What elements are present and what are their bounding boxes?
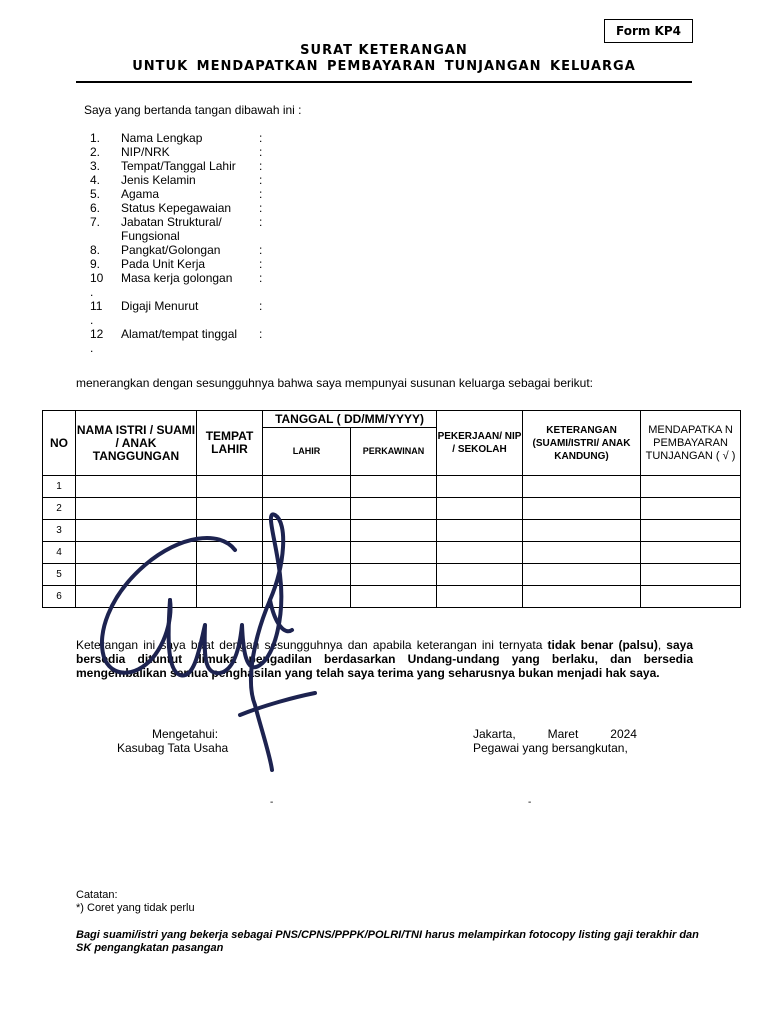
notes-line: *) Coret yang tidak perlu (76, 902, 195, 914)
field-colon: : (259, 187, 263, 201)
header-no: NO (43, 411, 76, 476)
field-number: 4. (90, 173, 101, 187)
row-number: 4 (43, 542, 76, 564)
field-label: Agama (121, 187, 160, 201)
field-number: 11 (90, 299, 103, 313)
kasubag-title: Kasubag Tata Usaha (117, 741, 229, 755)
cell-perkawinan[interactable] (351, 520, 437, 542)
field-label: Alamat/tempat tinggal (121, 327, 238, 341)
cell-mendapatkan[interactable] (641, 520, 741, 542)
acknowledged-label: Mengetahui: (152, 727, 219, 741)
right-signature-blank: - (528, 797, 532, 808)
field-label: Jabatan Struktural/ (121, 215, 222, 229)
left-signature-blank: - (270, 797, 274, 808)
field-label: Nama Lengkap (121, 131, 203, 145)
field-colon: : (259, 215, 263, 229)
cell-mendapatkan[interactable] (641, 476, 741, 498)
handwritten-signature (70, 505, 330, 780)
field-number: 7. (90, 215, 101, 229)
cell-keterangan[interactable] (523, 564, 641, 586)
field-colon: : (259, 299, 263, 313)
cell-pekerjaan[interactable] (437, 498, 523, 520)
cell-keterangan[interactable] (523, 586, 641, 608)
cell-tempat[interactable] (197, 476, 263, 498)
cell-mendapatkan[interactable] (641, 586, 741, 608)
notes-heading: Catatan: (76, 889, 118, 901)
declaration-bold-consequence: saya bersedia dituntut dimuka pengadilan berdasarkan Undang-undang yang berlaku, dan bersedia mengembalikan semua penghasilan yang telah saya terima yang seharusnya bukan menjadi hak saya. (76, 638, 693, 680)
header-tempat-lahir: TEMPAT LAHIR (197, 411, 263, 476)
field-number-dot: . (90, 341, 94, 355)
place-date (473, 727, 637, 741)
cell-keterangan[interactable] (523, 520, 641, 542)
document-subtitle: UNTUK MENDAPATKAN PEMBAYARAN TUNJANGAN KELUARGA (132, 59, 636, 74)
year: 2024 (610, 727, 637, 741)
cell-perkawinan[interactable] (351, 586, 437, 608)
family-statement: menerangkan dengan sesungguhnya bahwa saya mempunyai susunan keluarga sebagai berikut: (76, 376, 594, 390)
intro-text: Saya yang bertanda tangan dibawah ini : (84, 103, 302, 117)
document-title: SURAT KETERANGAN (300, 43, 468, 58)
cell-perkawinan[interactable] (351, 542, 437, 564)
field-number: 1. (90, 131, 101, 145)
declaration-text-separator: , (657, 638, 667, 652)
field-number: 3. (90, 159, 101, 173)
field-label: Pada Unit Kerja (121, 257, 206, 271)
notes-block (76, 889, 195, 915)
field-label: Digaji Menurut (121, 299, 199, 313)
cell-pekerjaan[interactable] (437, 564, 523, 586)
field-colon: : (259, 173, 263, 187)
month: Maret (547, 727, 579, 741)
field-number-dot: . (90, 285, 94, 299)
header-pekerjaan: PEKERJAAN/ NIP / SEKOLAH (437, 411, 523, 476)
employee-title: Pegawai yang bersangkutan, (473, 741, 628, 755)
header-keterangan: KETERANGAN (SUAMI/ISTRI/ ANAK KANDUNG) (523, 411, 641, 476)
cell-keterangan[interactable] (523, 542, 641, 564)
field-label: Masa kerja golongan (121, 271, 233, 285)
field-colon: : (259, 271, 263, 285)
cell-mendapatkan[interactable] (641, 564, 741, 586)
field-number: 5. (90, 187, 101, 201)
field-colon: : (259, 159, 263, 173)
footer-note: Bagi suami/istri yang bekerja sebagai PNS/CPNS/PPPK/POLRI/TNI harus melampirkan fotocopy listing gaji terakhir dan SK pengangkatan pasangan (76, 929, 699, 954)
field-colon: : (259, 243, 263, 257)
table-row (43, 476, 741, 498)
field-colon: : (259, 145, 263, 159)
form-code-box: Form KP4 (604, 19, 693, 43)
cell-pekerjaan[interactable] (437, 542, 523, 564)
field-number: 2. (90, 145, 101, 159)
cell-keterangan[interactable] (523, 498, 641, 520)
field-label: NIP/NRK (121, 145, 170, 159)
field-label: Status Kepegawaian (121, 201, 232, 215)
city: Jakarta, (473, 727, 516, 741)
row-number: 2 (43, 498, 76, 520)
field-label: Pangkat/Golongan (121, 243, 221, 257)
signer-block (473, 727, 637, 755)
cell-pekerjaan[interactable] (437, 586, 523, 608)
field-label-continuation: Fungsional (121, 229, 180, 243)
field-colon: : (259, 257, 263, 271)
field-number: 6. (90, 201, 101, 215)
field-number: 12 (90, 327, 104, 341)
header-perkawinan: PERKAWINAN (351, 428, 437, 476)
field-colon: : (259, 201, 263, 215)
declaration-text: Keterangan ini saya buat dengan sesungguhnya dan apabila keterangan ini ternyata (76, 638, 548, 652)
field-number: 10 (90, 271, 104, 285)
field-label: Jenis Kelamin (121, 173, 196, 187)
title-rule (76, 81, 692, 83)
cell-nama[interactable] (76, 476, 197, 498)
row-number: 1 (43, 476, 76, 498)
field-number-dot: . (90, 313, 94, 327)
cell-pekerjaan[interactable] (437, 520, 523, 542)
header-lahir: LAHIR (263, 428, 351, 476)
cell-keterangan[interactable] (523, 476, 641, 498)
header-tanggal: TANGGAL ( DD/MM/YYYY) (263, 411, 437, 428)
cell-mendapatkan[interactable] (641, 542, 741, 564)
cell-perkawinan[interactable] (351, 564, 437, 586)
row-number: 3 (43, 520, 76, 542)
row-number: 5 (43, 564, 76, 586)
cell-pekerjaan[interactable] (437, 476, 523, 498)
field-number: 8. (90, 243, 101, 257)
field-number: 9. (90, 257, 101, 271)
header-nama: NAMA ISTRI / SUAMI / ANAK TANGGUNGAN (76, 411, 197, 476)
field-colon: : (259, 131, 263, 145)
cell-lahir[interactable] (263, 476, 351, 498)
field-label: Tempat/Tanggal Lahir (121, 159, 236, 173)
declaration-bold-palsu: tidak benar (palsu) (547, 638, 658, 652)
cell-perkawinan[interactable] (351, 498, 437, 520)
field-colon: : (259, 327, 263, 341)
cell-mendapatkan[interactable] (641, 498, 741, 520)
cell-perkawinan[interactable] (351, 476, 437, 498)
row-number: 6 (43, 586, 76, 608)
header-mendapatkan: MENDAPATKA N PEMBAYARAN TUNJANGAN ( √ ) (641, 411, 741, 476)
